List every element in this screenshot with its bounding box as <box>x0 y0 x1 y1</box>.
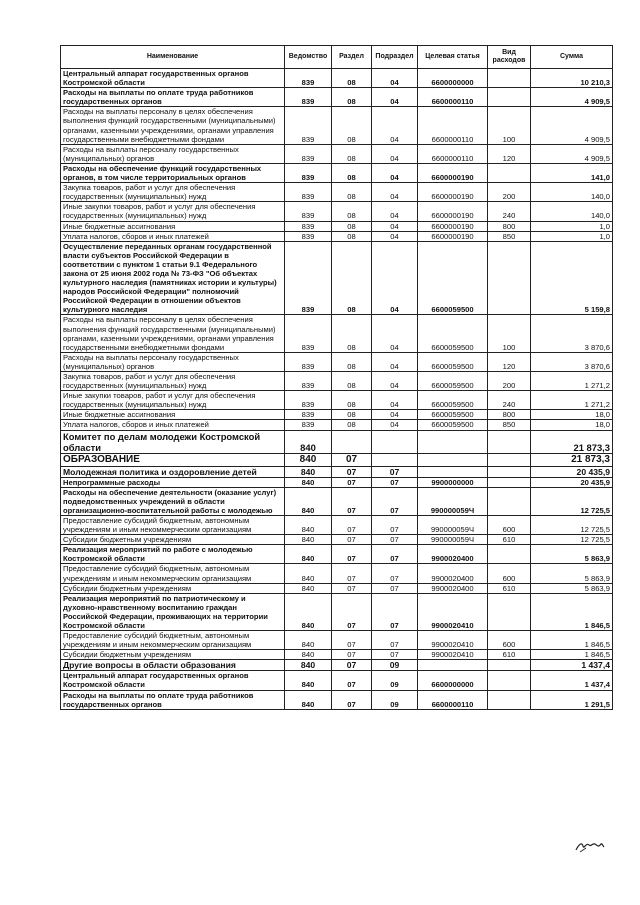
row-sum: 1,0 <box>531 221 613 231</box>
row-name: Расходы на выплаты персоналу в целях обеспечения выполнения функций государственными (муниципальными) органами, казенными учреждениями, органами управления государственными внебюджетными фондами <box>61 315 285 352</box>
row-target: 6600059500 <box>418 315 488 352</box>
row-dept: 839 <box>285 144 332 163</box>
row-dept: 840 <box>285 477 332 487</box>
row-subsection: 04 <box>372 315 418 352</box>
header-exptype: Вид расходов <box>488 46 531 69</box>
row-exptype: 850 <box>488 231 531 241</box>
row-exptype <box>488 487 531 515</box>
table-header-row <box>61 46 613 69</box>
row-subsection: 07 <box>372 545 418 564</box>
row-name: Центральный аппарат государственных органов Костромской области <box>61 671 285 690</box>
row-sum: 1 846,5 <box>531 650 613 660</box>
table-row <box>61 241 613 315</box>
row-section: 08 <box>332 372 372 391</box>
row-exptype <box>488 690 531 709</box>
table-row <box>61 477 613 487</box>
row-section: 08 <box>332 202 372 221</box>
row-subsection: 04 <box>372 231 418 241</box>
table-row <box>61 107 613 144</box>
row-exptype: 600 <box>488 631 531 650</box>
row-sum: 5 863,9 <box>531 564 613 583</box>
row-exptype <box>488 163 531 182</box>
row-name: Расходы на выплаты по оплате труда работников государственных органов <box>61 88 285 107</box>
row-sum: 5 863,9 <box>531 583 613 593</box>
row-target: 9900000000 <box>418 477 488 487</box>
row-section: 07 <box>332 477 372 487</box>
row-exptype <box>488 69 531 88</box>
row-target: 6600059500 <box>418 352 488 371</box>
row-subsection: 09 <box>372 671 418 690</box>
row-section: 07 <box>332 650 372 660</box>
row-dept: 839 <box>285 202 332 221</box>
row-section: 08 <box>332 391 372 410</box>
row-section: 07 <box>332 466 372 477</box>
row-sum: 21 873,3 <box>531 430 613 453</box>
row-name: Уплата налогов, сборов и иных платежей <box>61 231 285 241</box>
budget-table-page <box>60 45 612 710</box>
row-sum: 1,0 <box>531 231 613 241</box>
row-target: 6600059500 <box>418 420 488 430</box>
row-sum: 140,0 <box>531 202 613 221</box>
row-subsection: 07 <box>372 487 418 515</box>
row-exptype: 240 <box>488 391 531 410</box>
row-target <box>418 430 488 453</box>
row-exptype: 610 <box>488 583 531 593</box>
row-exptype <box>488 545 531 564</box>
row-target: 6600000110 <box>418 690 488 709</box>
row-name: Реализация мероприятий по патриотическому и духовно-нравственному воспитанию граждан Российской Федерации, проживающих на территории Костромской области <box>61 593 285 630</box>
row-sum: 12 725,5 <box>531 535 613 545</box>
row-exptype <box>488 671 531 690</box>
row-target: 6600059500 <box>418 372 488 391</box>
row-name: Субсидии бюджетным учреждениям <box>61 583 285 593</box>
row-section: 08 <box>332 183 372 202</box>
row-subsection: 04 <box>372 391 418 410</box>
table-row <box>61 593 613 630</box>
row-name: Предоставление субсидий бюджетным, автономным учреждениям и иным некоммерческим организациям <box>61 564 285 583</box>
row-dept: 840 <box>285 690 332 709</box>
table-row <box>61 88 613 107</box>
row-exptype <box>488 241 531 315</box>
row-exptype <box>488 593 531 630</box>
row-subsection: 07 <box>372 650 418 660</box>
table-row <box>61 352 613 371</box>
row-sum: 4 909,5 <box>531 107 613 144</box>
row-dept: 839 <box>285 221 332 231</box>
row-subsection: 04 <box>372 352 418 371</box>
row-section: 08 <box>332 420 372 430</box>
row-subsection: 07 <box>372 477 418 487</box>
row-sum: 12 725,5 <box>531 515 613 534</box>
table-row <box>61 410 613 420</box>
row-section: 08 <box>332 241 372 315</box>
header-name: Наименование <box>61 46 285 69</box>
row-target: 6600059500 <box>418 410 488 420</box>
row-section: 08 <box>332 315 372 352</box>
row-subsection: 04 <box>372 69 418 88</box>
row-name: Предоставление субсидий бюджетным, автономным учреждениям и иным некоммерческим организациям <box>61 631 285 650</box>
table-row <box>61 564 613 583</box>
row-name: Иные закупки товаров, работ и услуг для обеспечения государственных (муниципальных) нужд <box>61 391 285 410</box>
row-sum: 1 437,4 <box>531 660 613 671</box>
row-subsection: 04 <box>372 88 418 107</box>
header-sum: Сумма <box>531 46 613 69</box>
table-row <box>61 163 613 182</box>
row-section: 07 <box>332 631 372 650</box>
row-sum: 140,0 <box>531 183 613 202</box>
signature-mark <box>574 838 606 854</box>
row-name: Расходы на выплаты персоналу в целях обеспечения выполнения функций государственными (муниципальными) органами, казенными учреждениями, органами управления государственными внебюджетными фондами <box>61 107 285 144</box>
row-exptype <box>488 453 531 466</box>
row-target: 9900020410 <box>418 650 488 660</box>
row-section: 08 <box>332 144 372 163</box>
row-subsection: 04 <box>372 372 418 391</box>
row-target: 6600000110 <box>418 144 488 163</box>
row-name: Иные бюджетные ассигнования <box>61 221 285 231</box>
row-dept: 840 <box>285 593 332 630</box>
table-row <box>61 315 613 352</box>
row-sum: 4 909,5 <box>531 144 613 163</box>
row-target: 990000059Ч <box>418 535 488 545</box>
table-row <box>61 690 613 709</box>
row-section: 07 <box>332 660 372 671</box>
row-exptype: 200 <box>488 183 531 202</box>
row-sum: 1 846,5 <box>531 631 613 650</box>
row-dept: 839 <box>285 69 332 88</box>
row-subsection: 07 <box>372 535 418 545</box>
row-exptype: 800 <box>488 410 531 420</box>
row-subsection: 04 <box>372 221 418 231</box>
row-dept: 840 <box>285 671 332 690</box>
row-sum: 18,0 <box>531 410 613 420</box>
row-target: 9900020410 <box>418 593 488 630</box>
row-sum: 5 159,8 <box>531 241 613 315</box>
table-row <box>61 466 613 477</box>
row-subsection: 04 <box>372 410 418 420</box>
row-name: Предоставление субсидий бюджетным, автономным учреждениям и иным некоммерческим организациям <box>61 515 285 534</box>
row-name: Молодежная политика и оздоровление детей <box>61 466 285 477</box>
row-name: Расходы на выплаты персоналу государственных (муниципальных) органов <box>61 144 285 163</box>
row-name: Иные закупки товаров, работ и услуг для обеспечения государственных (муниципальных) нужд <box>61 202 285 221</box>
row-target: 6600059500 <box>418 241 488 315</box>
table-row <box>61 221 613 231</box>
table-row <box>61 631 613 650</box>
row-target: 990000059Ч <box>418 515 488 534</box>
row-section: 07 <box>332 564 372 583</box>
table-body <box>61 69 613 710</box>
row-dept: 839 <box>285 420 332 430</box>
row-subsection: 09 <box>372 690 418 709</box>
row-exptype <box>488 477 531 487</box>
row-exptype: 120 <box>488 144 531 163</box>
row-name: Реализация мероприятий по работе с молодежью Костромской области <box>61 545 285 564</box>
row-section: 08 <box>332 69 372 88</box>
table-row <box>61 453 613 466</box>
row-section: 07 <box>332 671 372 690</box>
table-row <box>61 487 613 515</box>
table-row <box>61 650 613 660</box>
row-name: Расходы на обеспечение функций государственных органов, в том числе территориальных органов <box>61 163 285 182</box>
row-dept: 839 <box>285 315 332 352</box>
row-dept: 839 <box>285 391 332 410</box>
row-dept: 839 <box>285 241 332 315</box>
row-section: 07 <box>332 535 372 545</box>
row-target <box>418 466 488 477</box>
row-section: 08 <box>332 107 372 144</box>
row-subsection: 04 <box>372 183 418 202</box>
table-row <box>61 535 613 545</box>
row-name: Уплата налогов, сборов и иных платежей <box>61 420 285 430</box>
row-dept: 839 <box>285 107 332 144</box>
row-target: 9900020400 <box>418 564 488 583</box>
table-row <box>61 202 613 221</box>
row-target <box>418 660 488 671</box>
row-name: Расходы на выплаты по оплате труда работников государственных органов <box>61 690 285 709</box>
row-sum: 12 725,5 <box>531 487 613 515</box>
row-sum: 20 435,9 <box>531 477 613 487</box>
row-name: Закупка товаров, работ и услуг для обеспечения государственных (муниципальных) нужд <box>61 183 285 202</box>
row-section: 07 <box>332 453 372 466</box>
row-subsection: 04 <box>372 144 418 163</box>
row-section: 07 <box>332 515 372 534</box>
table-row <box>61 671 613 690</box>
row-exptype: 600 <box>488 564 531 583</box>
row-name: Непрограммные расходы <box>61 477 285 487</box>
row-exptype <box>488 466 531 477</box>
row-name: Расходы на выплаты персоналу государственных (муниципальных) органов <box>61 352 285 371</box>
row-sum: 21 873,3 <box>531 453 613 466</box>
row-subsection: 07 <box>372 631 418 650</box>
row-subsection: 04 <box>372 241 418 315</box>
row-exptype <box>488 430 531 453</box>
row-name: Закупка товаров, работ и услуг для обеспечения государственных (муниципальных) нужд <box>61 372 285 391</box>
row-name: Субсидии бюджетным учреждениям <box>61 535 285 545</box>
row-section: 07 <box>332 545 372 564</box>
table-row <box>61 391 613 410</box>
row-dept: 840 <box>285 660 332 671</box>
row-sum: 4 909,5 <box>531 88 613 107</box>
row-subsection <box>372 453 418 466</box>
table-row <box>61 545 613 564</box>
row-sum: 5 863,9 <box>531 545 613 564</box>
row-dept: 840 <box>285 430 332 453</box>
row-target: 9900020400 <box>418 545 488 564</box>
row-exptype: 200 <box>488 372 531 391</box>
row-target: 9900020410 <box>418 631 488 650</box>
row-name: Центральный аппарат государственных органов Костромской области <box>61 69 285 88</box>
row-sum: 1 291,5 <box>531 690 613 709</box>
header-target: Целевая статья <box>418 46 488 69</box>
row-sum: 1 271,2 <box>531 372 613 391</box>
table-row <box>61 183 613 202</box>
row-dept: 840 <box>285 487 332 515</box>
row-dept: 839 <box>285 163 332 182</box>
row-exptype: 800 <box>488 221 531 231</box>
row-sum: 1 271,2 <box>531 391 613 410</box>
row-exptype <box>488 88 531 107</box>
header-subsection: Подраздел <box>372 46 418 69</box>
row-target: 6600000190 <box>418 183 488 202</box>
row-subsection: 09 <box>372 660 418 671</box>
row-target: 6600000190 <box>418 163 488 182</box>
row-section: 08 <box>332 221 372 231</box>
row-name: Субсидии бюджетным учреждениям <box>61 650 285 660</box>
row-dept: 840 <box>285 564 332 583</box>
row-name: Иные бюджетные ассигнования <box>61 410 285 420</box>
row-target: 6600000190 <box>418 231 488 241</box>
row-exptype: 850 <box>488 420 531 430</box>
row-dept: 840 <box>285 631 332 650</box>
row-exptype: 100 <box>488 107 531 144</box>
row-sum: 10 210,3 <box>531 69 613 88</box>
row-subsection: 07 <box>372 466 418 477</box>
row-section: 07 <box>332 593 372 630</box>
row-section: 08 <box>332 163 372 182</box>
header-dept: Ведомство <box>285 46 332 69</box>
row-dept: 840 <box>285 515 332 534</box>
row-sum: 3 870,6 <box>531 315 613 352</box>
table-row <box>61 372 613 391</box>
row-subsection: 04 <box>372 163 418 182</box>
row-exptype: 100 <box>488 315 531 352</box>
row-sum: 1 846,5 <box>531 593 613 630</box>
row-dept: 839 <box>285 231 332 241</box>
row-section: 07 <box>332 487 372 515</box>
row-sum: 3 870,6 <box>531 352 613 371</box>
table-row <box>61 69 613 88</box>
row-dept: 840 <box>285 545 332 564</box>
row-dept: 840 <box>285 583 332 593</box>
row-exptype <box>488 660 531 671</box>
row-dept: 839 <box>285 88 332 107</box>
table-row <box>61 515 613 534</box>
row-dept: 839 <box>285 410 332 420</box>
header-section: Раздел <box>332 46 372 69</box>
row-target: 6600059500 <box>418 391 488 410</box>
row-section: 07 <box>332 690 372 709</box>
row-target: 6600000110 <box>418 88 488 107</box>
row-section: 08 <box>332 352 372 371</box>
row-dept: 840 <box>285 453 332 466</box>
row-subsection <box>372 430 418 453</box>
row-target <box>418 453 488 466</box>
row-sum: 141,0 <box>531 163 613 182</box>
row-sum: 20 435,9 <box>531 466 613 477</box>
table-row <box>61 144 613 163</box>
row-dept: 840 <box>285 535 332 545</box>
row-dept: 839 <box>285 372 332 391</box>
row-dept: 839 <box>285 183 332 202</box>
row-target: 990000059Ч <box>418 487 488 515</box>
table-row <box>61 583 613 593</box>
row-dept: 839 <box>285 352 332 371</box>
row-subsection: 04 <box>372 420 418 430</box>
row-name: Другие вопросы в области образования <box>61 660 285 671</box>
row-name: Расходы на обеспечение деятельности (оказание услуг) подведомственных учреждений в области организационно-воспитательной работы с молодежью <box>61 487 285 515</box>
row-subsection: 04 <box>372 107 418 144</box>
row-exptype: 240 <box>488 202 531 221</box>
row-target: 6600000000 <box>418 671 488 690</box>
row-section: 08 <box>332 231 372 241</box>
row-subsection: 07 <box>372 593 418 630</box>
table-row <box>61 660 613 671</box>
row-section: 08 <box>332 410 372 420</box>
row-section: 07 <box>332 583 372 593</box>
budget-table <box>60 45 613 710</box>
row-section: 08 <box>332 88 372 107</box>
row-subsection: 07 <box>372 564 418 583</box>
row-dept: 840 <box>285 466 332 477</box>
row-target: 6600000110 <box>418 107 488 144</box>
row-exptype: 600 <box>488 515 531 534</box>
row-name: ОБРАЗОВАНИЕ <box>61 453 285 466</box>
row-exptype: 120 <box>488 352 531 371</box>
table-row <box>61 231 613 241</box>
row-target: 6600000190 <box>418 202 488 221</box>
row-name: Осуществление переданных органам государственной власти субъектов Российской Федерации в соответствии с пунктом 1 статьи 9.1 Федерального закона от 25 июня 2002 года № 73-ФЗ "Об объектах культурного наследия (памятниках истории и культуры) народов Российской Федерации" полномочий Российской Федерации в отношении объектов культурного наследия <box>61 241 285 315</box>
row-target: 9900020400 <box>418 583 488 593</box>
table-row <box>61 430 613 453</box>
row-target: 6600000190 <box>418 221 488 231</box>
row-sum: 1 437,4 <box>531 671 613 690</box>
row-subsection: 04 <box>372 202 418 221</box>
row-name: Комитет по делам молодежи Костромской области <box>61 430 285 453</box>
row-subsection: 07 <box>372 583 418 593</box>
row-section <box>332 430 372 453</box>
row-sum: 18,0 <box>531 420 613 430</box>
row-exptype: 610 <box>488 535 531 545</box>
table-row <box>61 420 613 430</box>
row-target: 6600000000 <box>418 69 488 88</box>
row-subsection: 07 <box>372 515 418 534</box>
row-exptype: 610 <box>488 650 531 660</box>
row-dept: 840 <box>285 650 332 660</box>
